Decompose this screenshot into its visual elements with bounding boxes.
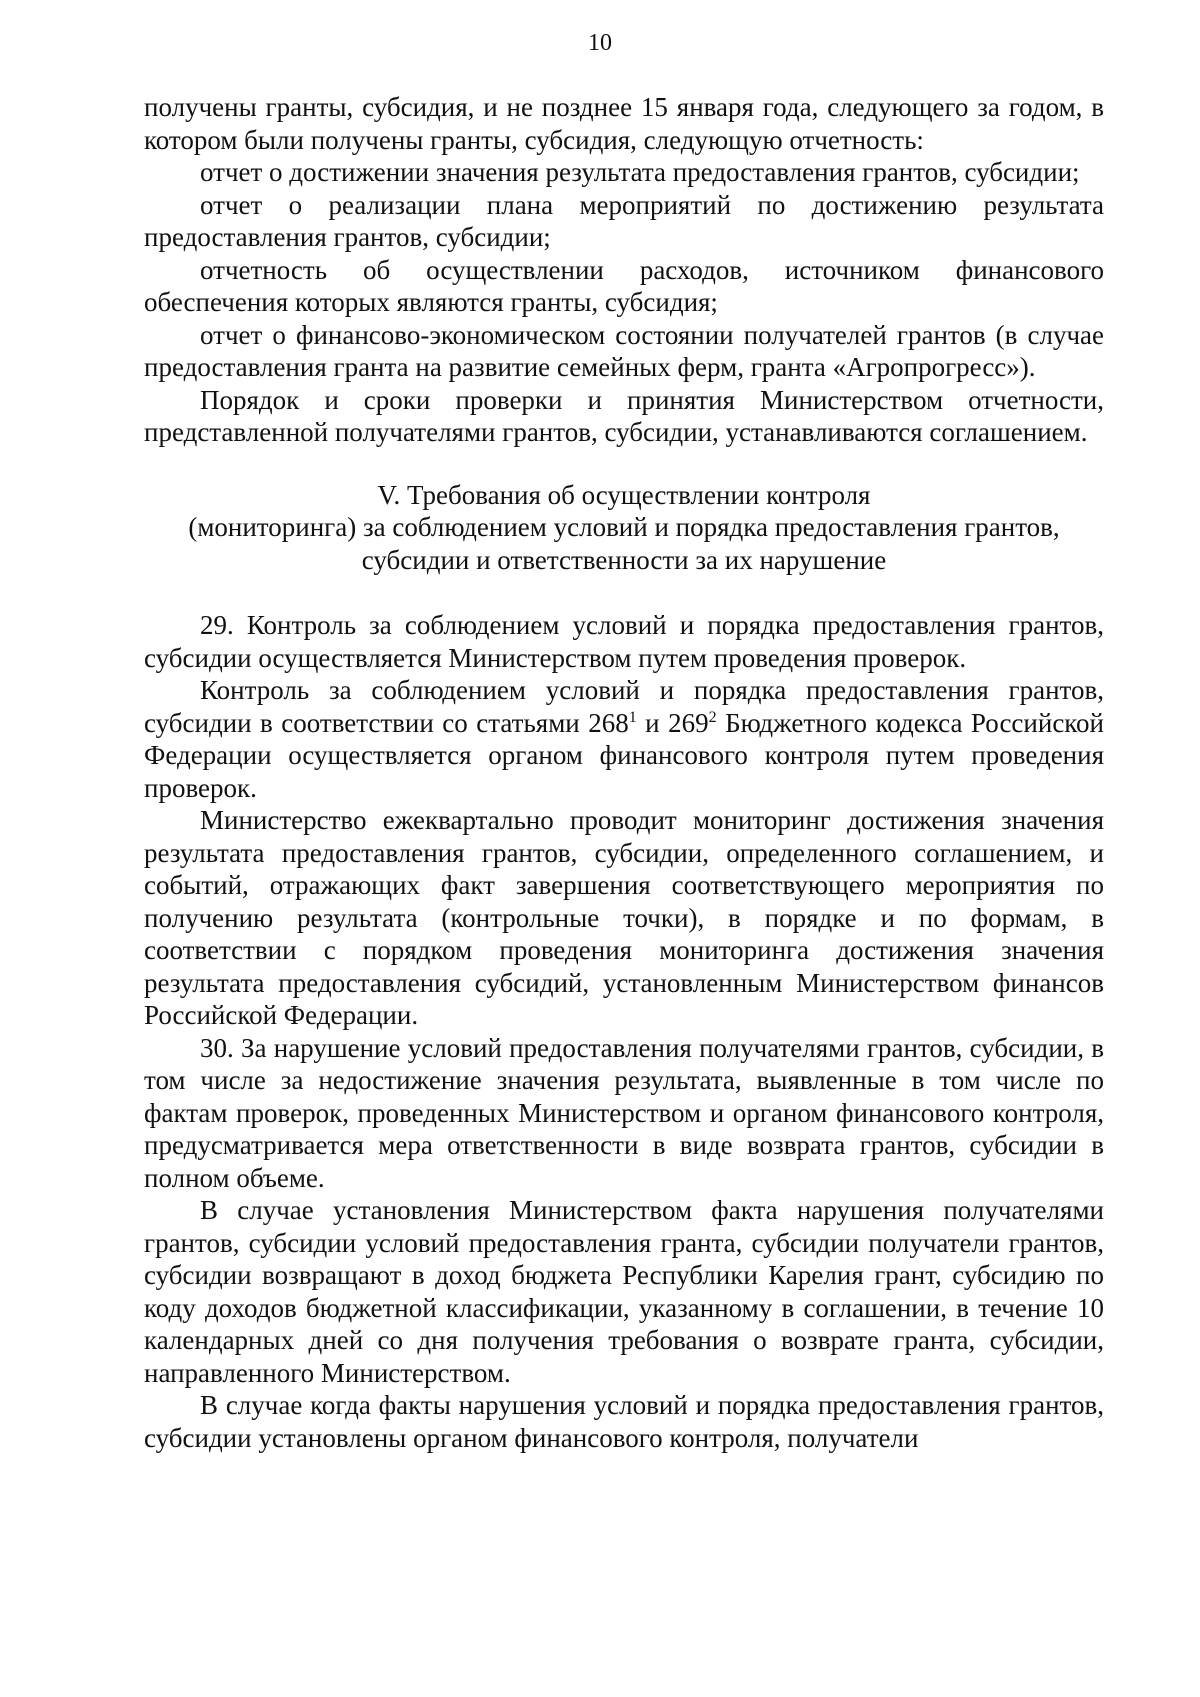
- section-heading-line: V. Требования об осуществлении контроля: [377, 479, 871, 510]
- paragraph-text: Бюджетного кодекса Российской Федерации осуществляется органом финансового контроля путем проведения проверок.: [144, 707, 1104, 803]
- superscript: 2: [708, 708, 717, 726]
- paragraph-30: 30. За нарушение условий предоставления получателями грантов, субсидии, в том числе за недостижение значения результата, выявленные в том числе по фактам проверок, проведенных Министерством и органом финансового контроля, предусматривается мера ответственности в виде возврата грантов, субсидии в полном объеме.: [144, 1032, 1104, 1193]
- paragraph-report-financial-state: отчет о финансово-экономическом состоянии получателей грантов (в случае предоставления гранта на развитие семейных ферм, гранта «Агропрогресс»).: [144, 319, 1104, 382]
- paragraph-text: и 269: [636, 707, 709, 738]
- paragraph-ministry-violation: В случае установления Министерством факта нарушения получателями грантов, субсидии условий предоставления гранта, субсидии получатели грантов, субсидии возвращают в доход бюджета Республики Карелия грант, субсидию по коду доходов бюджетной классификации, указанному в соглашении, в течение 10 календарных дней со дня получения требования о возврате гранта, субсидии, направленного Министерством.: [144, 1195, 1104, 1388]
- paragraph-29: 29. Контроль за соблюдением условий и порядка предоставления грантов, субсидии осуществляется Министерством путем проведения проверок.: [144, 610, 1104, 673]
- paragraph-report-result: отчет о достижении значения результата предоставления грантов, субсидии;: [200, 157, 1080, 187]
- page-number: 10: [588, 30, 612, 56]
- paragraph-monitoring: Министерство ежеквартально проводит мониторинг достижения значения результата предоставления грантов, субсидии, определенного соглашением, и событий, отражающих факт завершения соответствующего мероприятия по получению результата (контрольные точки), в порядке и по формам, в соответствии с порядком проведения мониторинга достижения значения результата предоставления субсидий, установленным Министерством финансов Российской Федерации.: [144, 805, 1104, 1030]
- superscript: 1: [628, 708, 637, 726]
- section-heading: [144, 479, 1104, 577]
- paragraph-received-reports: получены гранты, субсидия, и не позднее 15 января года, следующего за годом, в котором были получены гранты, субсидия, следующую отчетность:: [144, 92, 1104, 155]
- paragraph-report-plan: отчет о реализации плана мероприятий по достижению результата предоставления грантов, субсидии;: [144, 189, 1104, 252]
- paragraph-text: Контроль за соблюдением условий и порядка предоставления грантов, субсидии в соответствии со статьями 268: [144, 675, 1104, 738]
- paragraph-check-procedure: Порядок и сроки проверки и принятия Министерством отчетности, представленной получателями грантов, субсидии, устанавливаются соглашением.: [144, 384, 1104, 447]
- paragraph-report-expenses: отчетность об осуществлении расходов, источником финансового обеспечения которых являются гранты, субсидия;: [144, 254, 1104, 317]
- paragraph-financial-control-violation: В случае когда факты нарушения условий и порядка предоставления грантов, субсидии установлены органом финансового контроля, получатели: [144, 1390, 1104, 1453]
- paragraph-financial-control: [144, 674, 1104, 804]
- section-heading-line: субсидии и ответственности за их нарушение: [361, 544, 887, 575]
- document-body: [144, 91, 1104, 1454]
- section-heading-line: (мониторинга) за соблюдением условий и порядка предоставления грантов,: [188, 512, 1060, 542]
